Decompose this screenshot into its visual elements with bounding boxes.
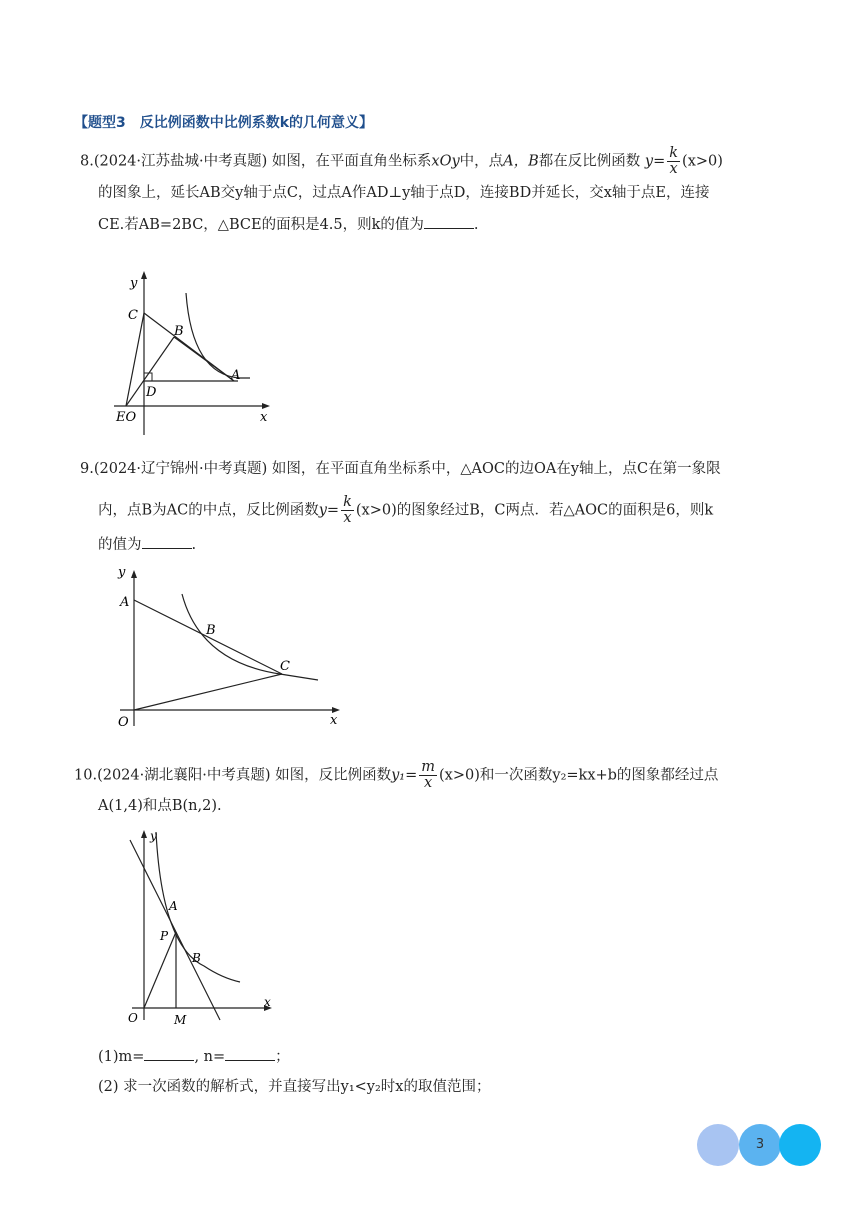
q8-condition: (x>0)	[682, 153, 723, 170]
q8-line2: 的图象上，延长AB交y轴于点C，过点A作AD⊥y轴于点D，连接BD并延长，交x轴于点E，连接	[98, 185, 710, 201]
q9-answer-blank[interactable]	[142, 536, 192, 549]
q8-line3	[98, 216, 479, 233]
q10-frac-den: x	[424, 775, 433, 792]
q10-number: 10.	[74, 767, 98, 784]
q8-text: 如图，在平面直角坐标系	[271, 153, 432, 170]
q8-answer-blank[interactable]	[424, 216, 474, 229]
q8-line3-text: CE.若AB=2BC，△BCE的面积是4.5，则k的值为	[98, 217, 424, 233]
q8-source: (2024·江苏盐城·中考真题)	[93, 153, 268, 170]
q9-label-b: B	[206, 623, 216, 638]
q10-part2: (2) 求一次函数的解析式，并直接写出y₁<y₂时x的取值范围；	[98, 1079, 491, 1095]
q9-end: .	[191, 537, 197, 553]
q10-part1	[98, 1048, 290, 1065]
q9-line2b: (x>0)的图象经过B，C两点．若△AOC的面积是6，则k	[355, 502, 714, 519]
q10-func-y: y₁=	[391, 767, 418, 784]
q8-number: 8.	[80, 153, 94, 170]
q8-line-ba	[174, 337, 234, 381]
q10-label-y: y	[150, 829, 157, 843]
page-number: 3	[755, 1137, 765, 1152]
q9-func-y: y=	[318, 502, 340, 519]
q8-y-arrow	[141, 271, 147, 279]
q10-line1a: 如图，反比例函数	[275, 767, 392, 784]
q10-label-p: P	[160, 929, 169, 943]
q9-line3-text: 的值为	[98, 537, 142, 553]
q8-hyperbola	[186, 293, 250, 378]
q9-frac-num: k	[343, 494, 352, 510]
page-circle-left	[697, 1124, 739, 1166]
q8-label-x: x	[260, 410, 268, 425]
q8-ab: A，B	[503, 153, 539, 170]
q9-label-x: x	[330, 713, 338, 728]
page-circle-right	[779, 1124, 821, 1166]
q9-line1	[80, 462, 721, 477]
q8-label-a: A	[231, 368, 241, 383]
q10-y-arrow	[141, 830, 147, 838]
q9-label-a: A	[120, 595, 130, 610]
q8-label-d: D	[146, 385, 157, 400]
q8-line1	[80, 146, 723, 177]
q9-label-y: y	[118, 565, 126, 580]
q10-label-o: O	[128, 1011, 138, 1025]
q10-frac-num: m	[421, 759, 436, 775]
q10-part1-end: ；	[275, 1049, 290, 1065]
q8-xoy: xOy	[431, 153, 460, 170]
q9-label-o: O	[118, 715, 129, 730]
q10-figure	[118, 826, 288, 1030]
q9-line1-text: 如图，在平面直角坐标系中，△AOC的边OA在y轴上，点C在第一象限	[271, 461, 721, 477]
q10-n-blank[interactable]	[225, 1048, 275, 1061]
q10-label-a: A	[169, 899, 178, 913]
q9-hyperbola	[182, 594, 318, 680]
q8-label-y: y	[130, 276, 138, 291]
q8-text3: 都在反比例函数	[538, 153, 641, 170]
q8-frac-num: k	[669, 145, 679, 161]
q10-m-blank[interactable]	[144, 1048, 194, 1061]
section-title: 【题型3 反比例函数中比例系数k的几何意义】	[74, 115, 374, 131]
q8-func-y: y=	[644, 153, 666, 170]
q8-figure	[100, 265, 290, 440]
q8-frac-den: x	[669, 161, 678, 178]
q9-y-arrow	[131, 570, 137, 578]
q10-line1	[74, 760, 718, 791]
q9-fraction	[341, 495, 354, 526]
q9-number: 9.	[80, 461, 94, 477]
q8-label-eo: EO	[116, 410, 137, 425]
q8-end: .	[473, 217, 479, 233]
q9-frac-den: x	[343, 510, 352, 527]
q8-fraction	[667, 146, 680, 177]
q10-label-x: x	[264, 995, 271, 1009]
q9-label-c: C	[280, 659, 290, 674]
q8-x-arrow	[262, 403, 270, 409]
q9-figure	[110, 562, 350, 732]
q9-line-oc	[134, 674, 282, 710]
q9-line2	[98, 495, 713, 526]
q10-source: (2024·湖北襄阳·中考真题)	[97, 767, 271, 784]
q9-source: (2024·辽宁锦州·中考真题)	[93, 461, 268, 477]
q10-line-op	[144, 932, 176, 1008]
q10-line1b: (x>0)和一次函数y₂=kx+b的图象都经过点	[439, 767, 719, 784]
q10-line2: A(1,4)和点B(n,2).	[98, 798, 222, 814]
q10-part1-n: , n=	[194, 1049, 226, 1065]
q10-part1-m: (1)m=	[98, 1049, 145, 1065]
q8-label-c: C	[128, 308, 138, 323]
q10-fraction	[419, 760, 437, 791]
q9-line2a: 内，点B为AC的中点，反比例函数	[98, 502, 319, 519]
q10-label-m: M	[174, 1013, 187, 1027]
q8-text2: 中，点	[459, 153, 504, 170]
q10-label-b: B	[192, 951, 201, 965]
q9-line3	[98, 536, 196, 553]
q8-label-b: B	[174, 324, 184, 339]
